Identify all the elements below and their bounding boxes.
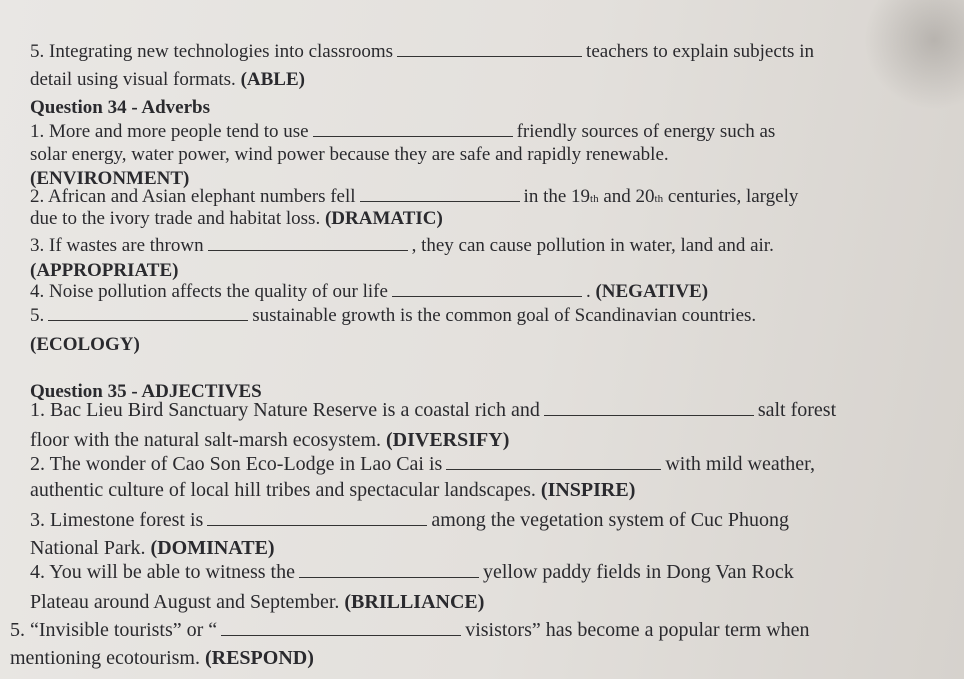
q34-3-text-a: 3. If wastes are thrown bbox=[30, 235, 204, 256]
q34-5-line1 bbox=[30, 304, 940, 328]
q35-3-line1 bbox=[30, 508, 940, 532]
q35-4-line1 bbox=[30, 560, 940, 584]
q33-5-blank[interactable] bbox=[397, 40, 582, 57]
q34-4-line1 bbox=[30, 280, 940, 304]
q35-5-line1 bbox=[10, 618, 940, 642]
q34-5-blank[interactable] bbox=[48, 304, 248, 321]
q35-5-text-b: visistors” has become a popular term when bbox=[465, 619, 810, 641]
q35-2-line2 bbox=[30, 478, 940, 502]
q34-4-blank[interactable] bbox=[392, 280, 582, 297]
q33-5-keyword: (ABLE) bbox=[240, 69, 305, 90]
q34-2-line1: 2. African and Asian elephant numbers fell in the 19 th and 20 th centuries, largely bbox=[30, 186, 799, 207]
q35-2-text-b: with mild weather, bbox=[665, 453, 816, 475]
q35-4-text-a: 4. You will be able to witness the bbox=[30, 561, 295, 583]
q35-3-text-b: among the vegetation system of Cuc Phuong bbox=[431, 509, 790, 531]
q35-4-blank[interactable] bbox=[299, 561, 479, 578]
q34-2-text-b: in the 19 bbox=[523, 186, 591, 207]
q34-3-text-b: , they can cause pollution in water, land and air. bbox=[411, 235, 774, 256]
q35-4-line2 bbox=[30, 590, 940, 614]
q35-1-text-a: 1. Bac Lieu Bird Sanctuary Nature Reserve is a coastal rich and bbox=[30, 399, 540, 421]
q35-1-text-b: salt forest bbox=[757, 399, 837, 421]
q35-5-keyword: (RESPOND) bbox=[204, 647, 314, 669]
q35-3-line2 bbox=[30, 536, 940, 560]
q34-3-blank[interactable] bbox=[208, 234, 408, 251]
q35-3-text-a: 3. Limestone forest is bbox=[30, 509, 204, 531]
q34-1-text-b: friendly sources of energy such as bbox=[516, 121, 776, 142]
q35-2-keyword: (INSPIRE) bbox=[540, 479, 636, 501]
q35-1-text-c: floor with the natural salt-marsh ecosystem. bbox=[30, 429, 382, 451]
q34-5-text-a: 5. bbox=[30, 305, 45, 326]
q35-5-blank[interactable] bbox=[221, 619, 461, 636]
q33-5-text-b: teachers to explain subjects in bbox=[586, 41, 814, 62]
q35-2-text-a: 2. The wonder of Cao Son Eco-Lodge in Lao Cai is bbox=[30, 453, 443, 475]
q35-4-keyword: (BRILLIANCE) bbox=[344, 591, 485, 613]
q34-2-blank[interactable] bbox=[360, 185, 520, 202]
q34-3-line1 bbox=[30, 234, 940, 258]
q35-5-text-c: mentioning ecotourism. bbox=[10, 647, 200, 669]
q34-5-text-b: sustainable growth is the common goal of Scandinavian countries. bbox=[252, 305, 757, 326]
q35-5-text-a: 5. “Invisible tourists” or “ bbox=[10, 619, 218, 641]
q35-5-line2 bbox=[10, 646, 940, 670]
q34-4-text-b: . bbox=[585, 281, 591, 302]
q35-2-line1 bbox=[30, 452, 940, 476]
q35-1-keyword: (DIVERSIFY) bbox=[386, 429, 510, 451]
q33-5-line2 bbox=[30, 68, 940, 92]
q35-2-blank[interactable] bbox=[446, 453, 661, 470]
q35-3-blank[interactable] bbox=[207, 509, 427, 526]
q34-1-keyword: (ENVIRONMENT) bbox=[30, 168, 190, 189]
q34-3-keyword: (APPROPRIATE) bbox=[30, 260, 179, 281]
q33-5-text-c: detail using visual formats. bbox=[30, 69, 236, 90]
q34-2-text-b2: and 20 bbox=[603, 186, 655, 207]
q35-title: Question 35 - ADJECTIVES bbox=[30, 381, 262, 402]
q34-4-keyword: (NEGATIVE) bbox=[595, 281, 709, 302]
q35-3-text-c: National Park. bbox=[30, 537, 146, 559]
q34-5-keyword: (ECOLOGY) bbox=[30, 334, 140, 355]
q34-4-text-a: 4. Noise pollution affects the quality of our life bbox=[30, 281, 388, 302]
q35-1-line2 bbox=[30, 428, 940, 452]
q34-2-text-b3: centuries, largely bbox=[667, 186, 799, 207]
q35-2-text-c: authentic culture of local hill tribes and spectacular landscapes. bbox=[30, 479, 536, 501]
q35-4-text-b: yellow paddy fields in Dong Van Rock bbox=[483, 561, 794, 583]
q34-1-line2: solar energy, water power, wind power because they are safe and rapidly renewable. bbox=[30, 144, 669, 165]
q34-2-line2 bbox=[30, 207, 940, 231]
q34-1-text-a: 1. More and more people tend to use bbox=[30, 121, 309, 142]
q34-2-text-c: due to the ivory trade and habitat loss. bbox=[30, 208, 321, 229]
q34-1-blank[interactable] bbox=[313, 120, 513, 137]
q33-5-text-a: 5. Integrating new technologies into classrooms bbox=[30, 41, 394, 62]
q34-1-line1 bbox=[30, 120, 940, 144]
q35-1-line1 bbox=[30, 398, 940, 422]
q35-4-text-c: Plateau around August and September. bbox=[30, 591, 340, 613]
q34-title: Question 34 - Adverbs bbox=[30, 97, 210, 118]
q33-5-line1 bbox=[30, 40, 940, 64]
q34-2-text-a: 2. African and Asian elephant numbers fell bbox=[30, 186, 356, 207]
q35-3-keyword: (DOMINATE) bbox=[150, 537, 275, 559]
q34-2-keyword: (DRAMATIC) bbox=[324, 208, 443, 229]
q35-1-blank[interactable] bbox=[544, 399, 754, 416]
